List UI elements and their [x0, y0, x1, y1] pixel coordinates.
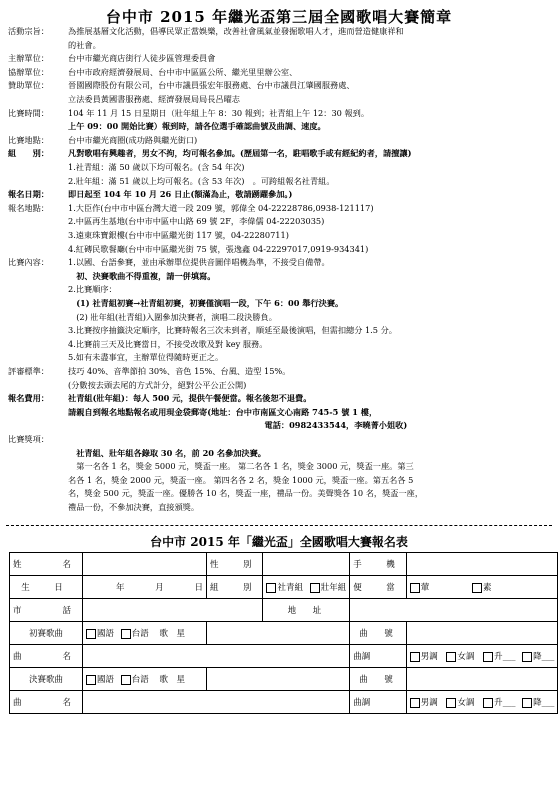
rule-label: 活動宗旨：: [8, 26, 49, 36]
rule-line: [8, 67, 553, 77]
rule-line: [8, 339, 553, 349]
meal-options: 葷 素: [406, 576, 558, 599]
rule-text: 立法委員黃國書服務處、經濟發展局局長呂曜志: [68, 94, 240, 104]
birth-label: 生 日: [10, 576, 83, 599]
rule-label: 比賽獎項：: [8, 434, 49, 444]
rule-line: [8, 284, 553, 294]
form-title: 台中市 2015 年「繼光盃」全國歌唱大賽報名表: [150, 535, 408, 549]
rule-line: [8, 40, 553, 50]
rule-text: 1.以國、台語參賽，並由承辦單位提供音圖伴唱機為準，不接受自備帶。: [68, 257, 330, 268]
phone-label: 市 話: [10, 599, 83, 622]
name-field[interactable]: [83, 553, 207, 576]
rule-label: 比賽地點：: [8, 134, 49, 145]
group-options: 社青組 壯年組: [263, 576, 350, 599]
prelim-lang-options: 國語 台語 歌 星: [83, 622, 207, 645]
mobile-field[interactable]: [406, 553, 558, 576]
rule-text: 4.比賽前三天及比賽當日，不接受改歌及對 key 服務。: [68, 338, 268, 349]
rule-line: [8, 135, 553, 145]
birth-field[interactable]: 年 月 日: [83, 576, 207, 599]
rule-line: [8, 475, 553, 485]
rule-line: [8, 257, 553, 267]
rule-text: 台中市繼光商店街行人徒步區管理委員會: [68, 53, 216, 64]
rule-line: [8, 502, 553, 512]
final-lang-options: 國語 台語 歌 星: [83, 668, 207, 691]
rule-text: 第一名各 1 名，獎金 5000 元，獎盃一座。 第二名各 1 名，獎金 3000 元，獎盃一座。第三: [68, 461, 414, 472]
rule-text: 技巧 40%、音準節拍 30%、音色 15%、台風、造型 15%。: [68, 366, 291, 376]
rule-line: [8, 488, 553, 498]
prelim-title-label: 曲 名: [10, 645, 83, 668]
rule-line: [8, 121, 553, 131]
rule-line: [8, 189, 553, 199]
rule-label: 主辦單位：: [8, 53, 49, 64]
rule-label: 比賽時間：: [8, 107, 49, 118]
rule-line: [8, 53, 553, 63]
rule-line: [8, 162, 553, 172]
prelim-singer-field[interactable]: [206, 622, 349, 645]
final-songno-field[interactable]: [406, 668, 558, 691]
rule-text: 電話：0982433544，李曉菁小姐收): [68, 420, 408, 431]
rule-line: [8, 407, 553, 417]
rule-line: [8, 420, 553, 430]
rule-text: 請親自到報名地點報名或用現金袋郵寄(地址：台中市南區文心南路 745-5 號 1 樓，: [68, 406, 378, 417]
rule-line: [8, 26, 553, 36]
mobile-label: 手 機: [350, 553, 407, 576]
final-key-label: 曲調: [350, 691, 407, 714]
rule-label: 比賽內容：: [8, 257, 49, 268]
prelim-female-key-checkbox[interactable]: [446, 652, 456, 662]
rule-text: 1.大臣作(台中市中區台灣大道一段 209 號，郭偉全 04-22228786,0938-121117): [68, 202, 374, 213]
rule-line: [8, 271, 553, 281]
final-song-label: 決賽歌曲: [10, 668, 83, 691]
rule-line: [8, 325, 553, 335]
final-taiwanese-checkbox[interactable]: [121, 675, 131, 685]
rule-text: 名各 1 名，獎金 2000 元，獎盃一座。 第四名各 2 名，獎金 1000 元，獎盃一座。第五名各 5: [68, 474, 414, 485]
rule-label: 報名地點：: [8, 202, 49, 213]
final-female-key-checkbox[interactable]: [446, 698, 456, 708]
rule-line: [8, 393, 553, 403]
prelim-key-options: 男調 女調 升___ 降___: [406, 645, 558, 668]
prelim-taiwanese-checkbox[interactable]: [121, 629, 131, 639]
final-key-down-checkbox[interactable]: [522, 698, 532, 708]
rule-line: [8, 216, 553, 226]
rule-text: 凡對歌唱有興趣者，男女不拘，均可報名參加。(歷屆第一名，駐唱歌手或有經紀約者，請擅讓): [68, 148, 412, 159]
rule-line: [8, 312, 553, 322]
rule-line: [8, 366, 553, 376]
prelim-mandarin-checkbox[interactable]: [86, 629, 96, 639]
rule-text: 5.如有未盡事宜，主辦單位得隨時更正之。: [68, 352, 224, 363]
phone-field[interactable]: [83, 599, 263, 622]
final-title-field[interactable]: [83, 691, 350, 714]
final-songno-label: 曲 號: [350, 668, 407, 691]
rule-text: 名，獎金 500 元，獎盃一座。優勝各 10 名，獎盃一座，禮品一份。美聲獎各 10 名，獎盃一座，: [68, 488, 424, 499]
rule-label: 贊助單位：: [8, 80, 49, 91]
prelim-key-up-checkbox[interactable]: [483, 652, 493, 662]
prelim-songno-label: 曲 號: [350, 622, 407, 645]
prelim-songno-field[interactable]: [406, 622, 558, 645]
rule-line: [8, 230, 553, 240]
rule-text: 為推展基層文化活動，倡導民眾正當娛樂，改善社會風氣並發掘歌唱人才，進而營造健康祥和: [68, 26, 404, 36]
address-field[interactable]: [350, 599, 558, 622]
gender-label: 性 別: [206, 553, 263, 576]
registration-form: [9, 552, 558, 714]
rule-text: 1.社青組：滿 50 歲以下均可報名。(含 54 年次): [68, 162, 245, 172]
rule-text: 社青組、壯年組各錄取 30 名，前 20 名參加決賽。: [68, 447, 266, 458]
group-label: 組 別: [206, 576, 263, 599]
rule-label: 報名費用：: [8, 393, 49, 404]
meal-label: 便 當: [350, 576, 407, 599]
rule-label: 協辦單位：: [8, 66, 49, 77]
rule-text: 禮品一份，不參加決賽，直接頒獎。: [68, 502, 200, 512]
group-youth-checkbox[interactable]: [266, 583, 276, 593]
rule-text: 即日起至 104 年 10 月 26 日止(額滿為止，敬請踴躍參加。): [68, 189, 293, 200]
rule-line: [8, 176, 553, 186]
prelim-song-label: 初賽歌曲: [10, 622, 83, 645]
rule-line: [8, 244, 553, 254]
rule-text: (2) 壯年組(社青組)入圍參加決賽者，演唱二段決勝負。: [68, 311, 277, 322]
rule-text: 2.比賽順序：: [68, 284, 117, 295]
rule-text: 2.中區再生基地(台中市中區中山路 69 號 2F，李偉儒 04-22203035): [68, 216, 325, 227]
rule-label: 評審標準：: [8, 366, 49, 376]
final-title-label: 曲 名: [10, 691, 83, 714]
gender-field[interactable]: [263, 553, 350, 576]
rule-text: 3.比賽按序抽籤決定順序，比賽時報名三次未到者，順延至最後演唱，但需扣總分 1.5 分。: [68, 325, 397, 336]
rule-text: 初、決賽歌曲不得重複，請一併填寫。: [68, 270, 216, 281]
prelim-title-field[interactable]: [83, 645, 350, 668]
final-male-key-checkbox[interactable]: [410, 698, 420, 708]
rule-line: [8, 80, 553, 90]
rule-text: 社青組(壯年組)：每人 500 元，提供午餐便當。報名後恕不退費。: [68, 393, 312, 404]
meal-veg-checkbox[interactable]: [472, 583, 482, 593]
rule-line: [8, 298, 553, 308]
rule-line: [8, 94, 553, 104]
prelim-male-key-checkbox[interactable]: [410, 652, 420, 662]
rule-text: 104 年 11 月 15 日星期日（壯年組上午 8：30 報到；社青組上午 12：30 報到。: [68, 107, 370, 118]
meal-meat-checkbox[interactable]: [410, 583, 420, 593]
final-mandarin-checkbox[interactable]: [86, 675, 96, 685]
rule-line: [8, 448, 553, 458]
rule-line: [8, 352, 553, 362]
final-key-options: 男調 女調 升___ 降___: [406, 691, 558, 714]
final-key-up-checkbox[interactable]: [483, 698, 493, 708]
rule-line: [8, 461, 553, 471]
rule-line: [8, 108, 553, 118]
rule-text: 台中市繼光商圈(成功路與繼光街口): [68, 134, 198, 145]
prelim-key-label: 曲調: [350, 645, 407, 668]
rule-line: [8, 203, 553, 213]
rule-label: 組 別：: [8, 148, 49, 159]
document-title: 台中市 2015 年繼光盃第三屆全國歌唱大賽簡章: [105, 8, 453, 26]
address-label: 地 址: [263, 599, 350, 622]
rule-text: 2.壯年組：滿 51 歲以上均可報名。(含 53 年次) 。可跨組報名社青組。: [68, 175, 335, 186]
rule-text: 3.遠東珠寶銀樓(台中市中區繼光街 117 號，04-22280711): [68, 230, 289, 240]
name-label: 姓 名: [10, 553, 83, 576]
final-singer-field[interactable]: [206, 668, 349, 691]
prelim-key-down-checkbox[interactable]: [522, 652, 532, 662]
rule-line: [8, 148, 553, 158]
rule-text: 台中市政府經濟發展局、台中市中區區公所、繼光里里辦公室、: [68, 66, 298, 77]
cut-line: [6, 525, 552, 526]
rule-line: [8, 380, 553, 390]
rule-text: 的社會。: [68, 39, 101, 50]
rule-text: (分數按去頭去尾的方式計分，絕對公平公正公開): [68, 379, 247, 390]
rule-text: (1) 社青組初賽→社青組初賽，初賽僅演唱一段，下午 6：00 舉行決賽。: [68, 298, 344, 308]
rule-text: 晉園國際股份有限公司，台中市議員張宏年服務處、台中市議員江肇國服務處、: [68, 80, 355, 91]
rule-line: [8, 434, 553, 444]
rule-text: 上午 09：00 開始比賽）報到時，請各位選手確認曲號及曲調、速度。: [68, 121, 326, 132]
rule-label: 報名日期：: [8, 189, 49, 200]
rule-text: 4.紅磚民歌餐廳(台中市中區繼光街 75 號，張逸鑫 04-22297017,0919-934341): [68, 243, 369, 254]
group-senior-checkbox[interactable]: [310, 583, 320, 593]
